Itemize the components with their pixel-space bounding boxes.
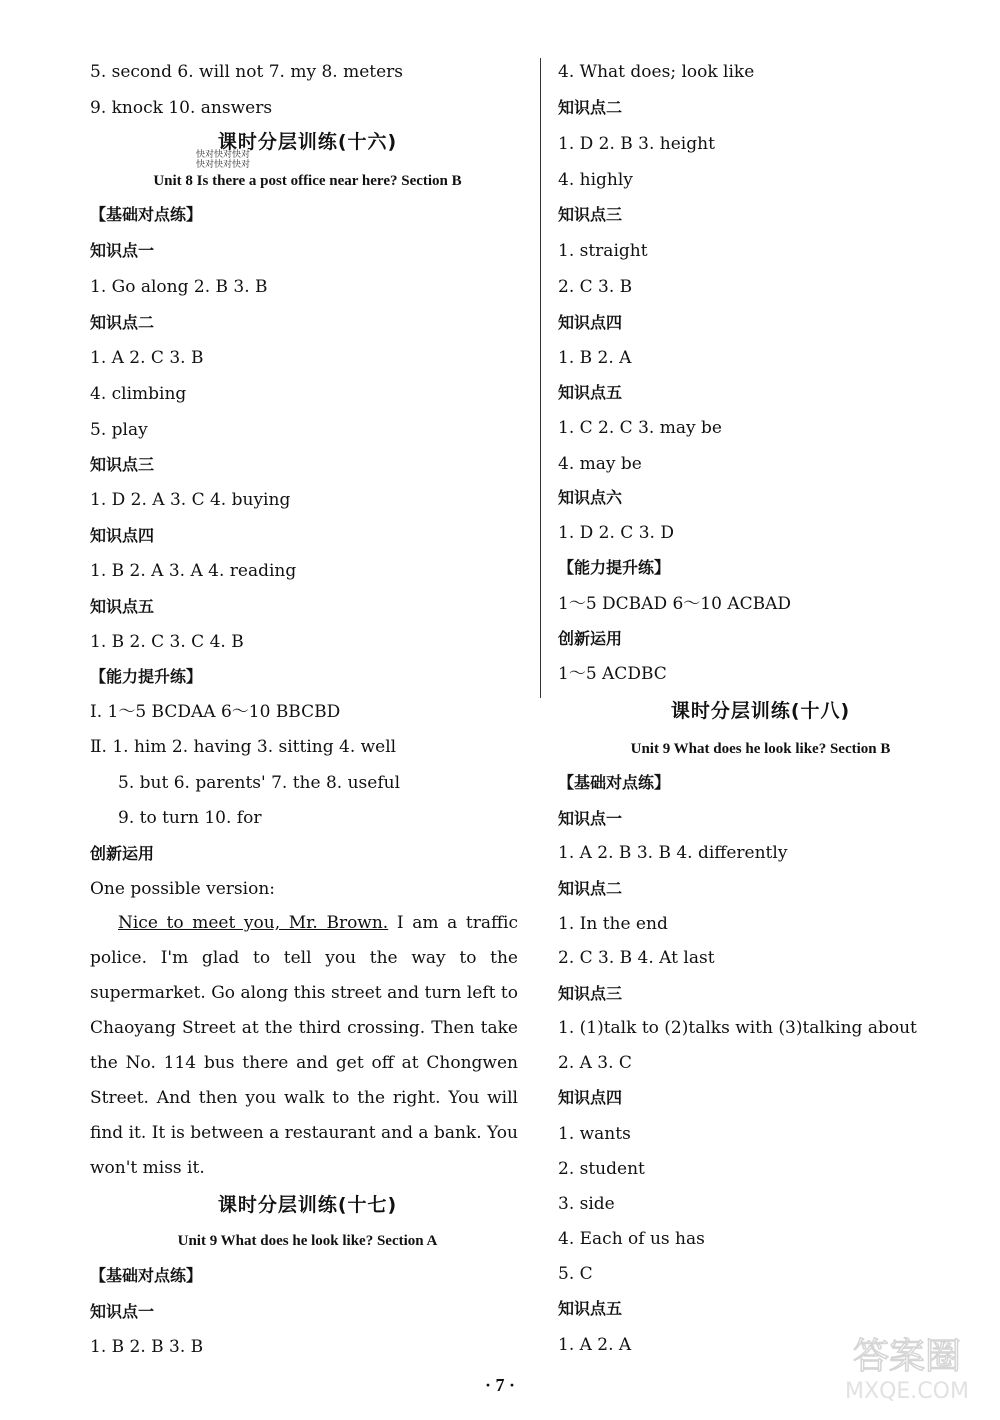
section-title: 课时分层训练(十八) [670, 700, 851, 722]
answer-line: 4. highly [558, 170, 633, 190]
knowledge-point-heading: 知识点一 [558, 809, 623, 828]
stamp-mark [196, 150, 250, 170]
answer-line: 1. D 2. A 3. C 4. buying [90, 490, 291, 510]
answer-line: 5. C [558, 1264, 593, 1284]
answer-line: 2. student [558, 1159, 645, 1179]
answer-line: 1. A 2. B 3. B 4. differently [558, 843, 788, 863]
unit-heading: Unit 9 What does he look like? Section A [177, 1233, 438, 1249]
answer-line: 1. B 2. B 3. B [90, 1337, 204, 1357]
knowledge-point-heading: 知识点三 [90, 455, 155, 474]
answer-line: 1. (1)talk to (2)talks with (3)talking about [558, 1018, 917, 1038]
answer-line: 4. may be [558, 454, 642, 474]
answer-line: 1. D 2. B 3. height [558, 134, 715, 154]
column-divider [540, 58, 541, 698]
knowledge-point-heading: 知识点一 [90, 241, 155, 260]
knowledge-point-heading: 知识点二 [90, 313, 155, 332]
subsection-heading: 【基础对点练】 [558, 773, 671, 792]
unit-heading: Unit 8 Is there a post office near here? Section B [153, 173, 462, 189]
page-number: · 7 · [484, 1375, 515, 1395]
essay-body: I am a traffic police. I'm glad to tell you the way to the supermarket. Go along this street and turn left to Chaoyang Street at the third crossing. Then take the No. 114 bus there and get off at Chongwen Street. And then you walk to the right. You will find it. It is between a restaurant and a bank. You won't miss it. [90, 913, 518, 1178]
subsection-heading: 【基础对点练】 [90, 205, 203, 224]
subsection-heading: 创新运用 [558, 629, 623, 648]
answer-line: 5. but 6. parents' 7. the 8. useful [118, 773, 401, 793]
stamp-text: 快对快对快对 [196, 150, 251, 160]
answer-line: 4. Each of us has [558, 1229, 705, 1249]
knowledge-point-heading: 知识点六 [558, 488, 623, 507]
knowledge-point-heading: 知识点五 [558, 1299, 623, 1318]
answer-line: 1～5 ACDBC [558, 664, 667, 684]
answer-line: Ⅱ. 1. him 2. having 3. sitting 4. well [90, 737, 397, 757]
answer-line: 5. second 6. will not 7. my 8. meters [90, 62, 404, 82]
knowledge-point-heading: 知识点二 [558, 98, 623, 117]
answer-line: 1. wants [558, 1124, 631, 1144]
knowledge-point-heading: 知识点五 [558, 383, 623, 402]
answer-line: 1. B 2. A [558, 348, 632, 368]
stamp-text: 快对快对快对 [196, 160, 251, 170]
subsection-heading: 创新运用 [90, 844, 155, 863]
answer-line: 1. D 2. C 3. D [558, 523, 674, 543]
section-title: 课时分层训练(十六) [217, 131, 398, 153]
answer-line: 2. C 3. B 4. At last [558, 948, 715, 968]
knowledge-point-heading: 知识点五 [90, 597, 155, 616]
answer-line: 1. In the end [558, 914, 668, 934]
watermark-url: MXQE.COM [845, 1379, 969, 1404]
answer-line: Ⅰ. 1～5 BCDAA 6～10 BBCBD [90, 702, 341, 722]
answer-line: 1. straight [558, 241, 648, 261]
answer-line: 1. B 2. A 3. A 4. reading [90, 561, 297, 581]
knowledge-point-heading: 知识点二 [558, 879, 623, 898]
section-title: 课时分层训练(十七) [217, 1194, 398, 1216]
answer-line: 4. climbing [90, 384, 187, 404]
knowledge-point-heading: 知识点四 [558, 313, 623, 332]
answer-line: 1. B 2. C 3. C 4. B [90, 632, 244, 652]
answer-line: 3. side [558, 1194, 615, 1214]
answer-line: 1～5 DCBAD 6～10 ACBAD [558, 594, 792, 614]
essay-underlined-sentence: Nice to meet you, Mr. Brown. [118, 913, 389, 933]
answer-line: 5. play [90, 420, 148, 440]
answer-line: 4. What does; look like [558, 62, 755, 82]
answer-line: 9. knock 10. answers [90, 98, 273, 118]
answer-line: 2. C 3. B [558, 277, 633, 297]
answer-line: 1. C 2. C 3. may be [558, 418, 722, 438]
unit-heading: Unit 9 What does he look like? Section B [630, 741, 891, 757]
answer-line: 2. A 3. C [558, 1053, 632, 1073]
answer-line: 9. to turn 10. for [118, 808, 262, 828]
answer-line: 1. Go along 2. B 3. B [90, 277, 268, 297]
knowledge-point-heading: 知识点一 [90, 1302, 155, 1321]
knowledge-point-heading: 知识点三 [558, 984, 623, 1003]
subsection-heading: 【能力提升练】 [90, 667, 203, 686]
knowledge-point-heading: 知识点四 [558, 1088, 623, 1107]
subsection-heading: 【能力提升练】 [558, 558, 671, 577]
watermark-text: 答案圈 [852, 1336, 962, 1377]
model-essay [90, 906, 518, 1186]
version-label: One possible version: [90, 879, 275, 899]
answer-line: 1. A 2. A [558, 1335, 632, 1355]
answer-line: 1. A 2. C 3. B [90, 348, 204, 368]
knowledge-point-heading: 知识点四 [90, 526, 155, 545]
watermark-logo [832, 1326, 982, 1406]
knowledge-point-heading: 知识点三 [558, 205, 623, 224]
subsection-heading: 【基础对点练】 [90, 1266, 203, 1285]
